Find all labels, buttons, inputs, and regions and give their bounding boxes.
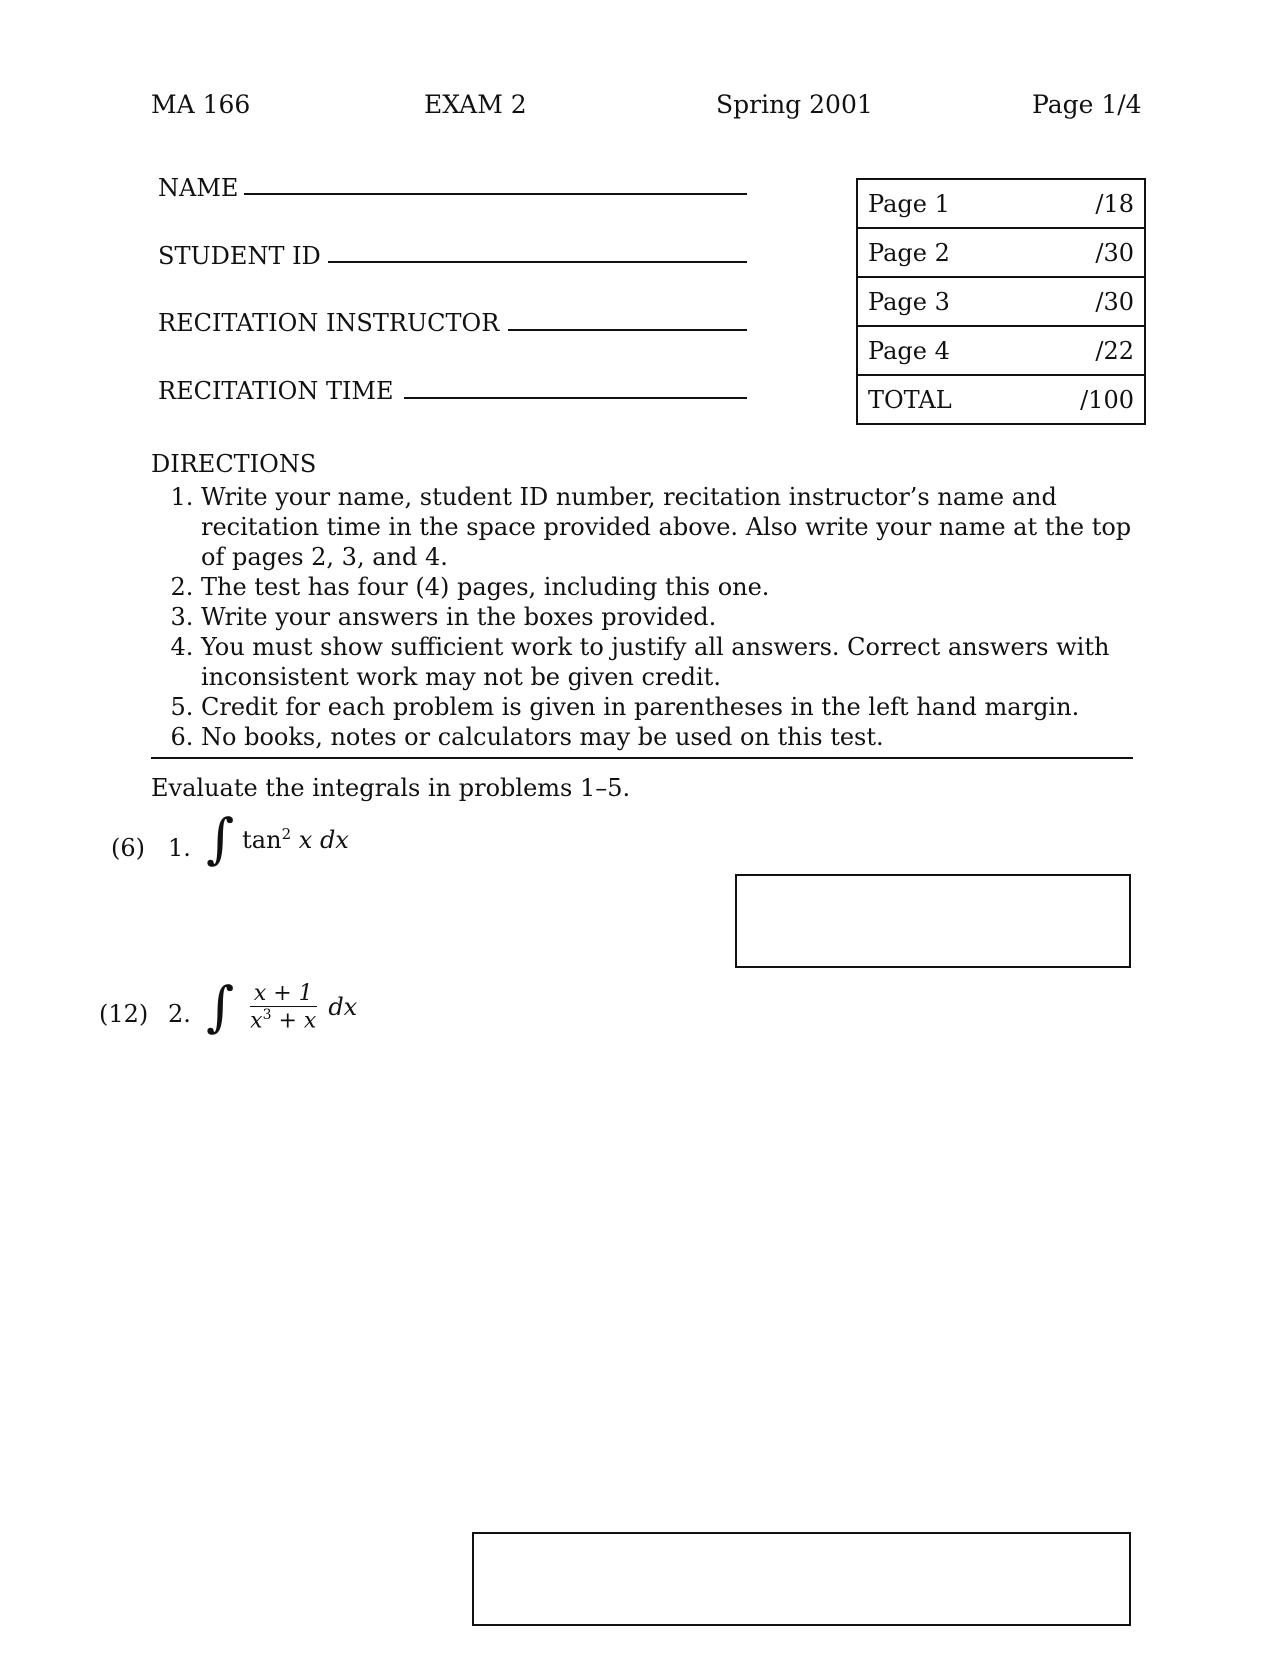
problem-2-credit: (12) <box>99 1000 149 1028</box>
problem-2-numerator: x + 1 <box>250 981 317 1007</box>
name-line[interactable] <box>244 193 747 195</box>
score-row-label: Page 3 <box>857 277 1025 326</box>
score-row <box>857 179 1145 228</box>
problem-2-denominator <box>246 1007 320 1033</box>
integral-sign-icon: ∫ <box>206 807 235 870</box>
direction-item: 1. Write your name, student ID number, recitation instructor’s name and recitation time in the space provided above. Also write your name at the top of pages 2, 3, and 4. <box>201 482 1151 572</box>
problem-1-power: 2 <box>281 824 292 843</box>
direction-item: 5. Credit for each problem is given in parentheses in the left hand margin. <box>201 692 1151 722</box>
direction-item: 2. The test has four (4) pages, including this one. <box>201 572 1151 602</box>
problems-instructions: Evaluate the integrals in problems 1–5. <box>151 774 631 802</box>
instructor-label: RECITATION INSTRUCTOR <box>158 309 500 337</box>
score-row-total <box>857 375 1145 424</box>
problem-1-func: tan <box>242 825 282 854</box>
problem-2-answer-box[interactable] <box>472 1532 1131 1626</box>
time-line[interactable] <box>404 397 747 399</box>
exam-title: EXAM 2 <box>424 90 527 119</box>
student-id-label: STUDENT ID <box>158 242 321 270</box>
directions-list <box>151 482 1151 752</box>
student-id-line[interactable] <box>328 261 747 263</box>
score-row <box>857 326 1145 375</box>
direction-item: 3. Write your answers in the boxes provided. <box>201 602 1151 632</box>
score-row-label: Page 2 <box>857 228 1025 277</box>
direction-item: 4. You must show sufficient work to justify all answers. Correct answers with inconsistent work may not be given credit. <box>201 632 1151 692</box>
problem-2-fraction <box>246 981 320 1033</box>
score-row-points[interactable]: /22 <box>1025 326 1145 375</box>
score-row-points[interactable]: /30 <box>1025 228 1145 277</box>
problem-2-expression <box>206 975 358 1038</box>
score-total-points[interactable]: /100 <box>1025 375 1145 424</box>
score-row-label: Page 1 <box>857 179 1025 228</box>
problem-1-var: x <box>298 825 313 854</box>
problem-2-den-base: x <box>250 1008 263 1034</box>
problem-1-answer-box[interactable] <box>735 874 1131 968</box>
page-number: Page 1/4 <box>1032 90 1142 119</box>
problem-2-den-rest: + x <box>271 1008 317 1034</box>
score-row-points[interactable]: /30 <box>1025 277 1145 326</box>
integral-sign-icon: ∫ <box>206 975 235 1038</box>
problem-2-den-power: 3 <box>262 1006 272 1023</box>
score-row <box>857 277 1145 326</box>
time-label: RECITATION TIME <box>158 377 394 405</box>
problem-1-credit: (6) <box>111 834 145 862</box>
score-row <box>857 228 1145 277</box>
name-label: NAME <box>158 174 239 202</box>
problem-2-differential: dx <box>328 993 358 1021</box>
score-table <box>856 178 1146 425</box>
direction-item: 6. No books, notes or calculators may be used on this test. <box>201 722 1151 752</box>
problem-1-expression <box>206 807 349 870</box>
problem-1-differential: dx <box>319 825 349 854</box>
section-divider <box>151 757 1133 759</box>
score-row-label: Page 4 <box>857 326 1025 375</box>
score-total-label: TOTAL <box>857 375 1025 424</box>
directions-title: DIRECTIONS <box>151 450 317 478</box>
course-code: MA 166 <box>151 90 251 119</box>
instructor-line[interactable] <box>508 329 747 331</box>
exam-term: Spring 2001 <box>716 90 873 119</box>
problem-2-number: 2. <box>168 1000 191 1028</box>
score-row-points[interactable]: /18 <box>1025 179 1145 228</box>
problem-1-number: 1. <box>168 834 191 862</box>
